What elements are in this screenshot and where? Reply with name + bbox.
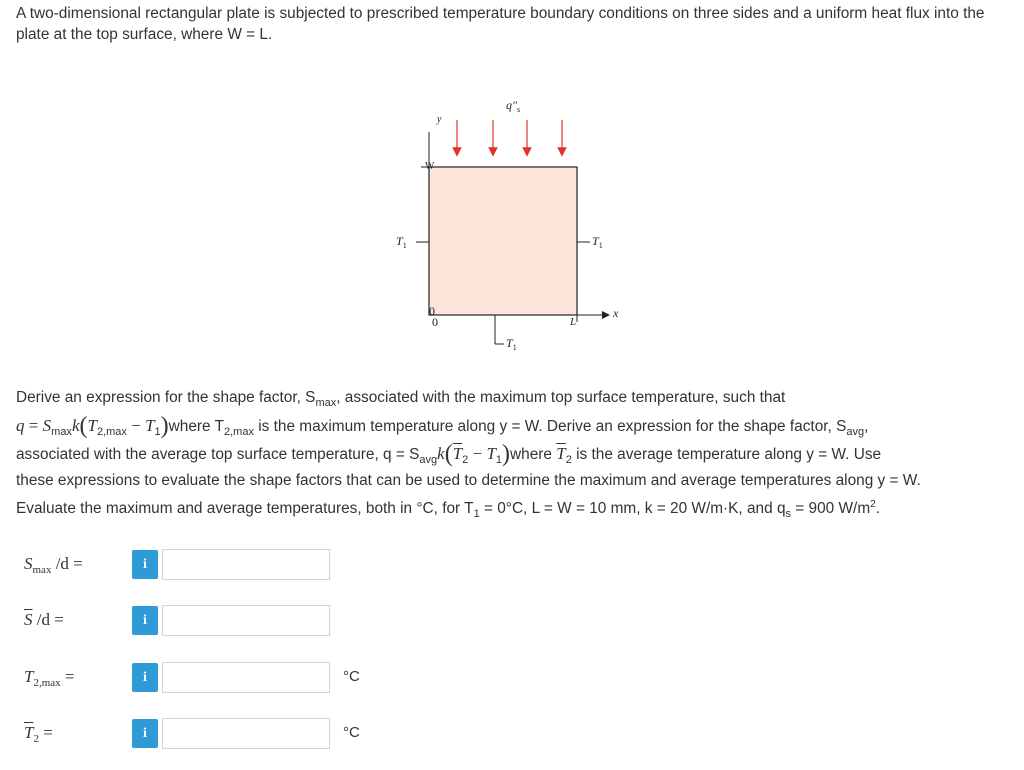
answer-row-t2max: [0, 659, 1024, 695]
l-label: L: [570, 316, 577, 328]
t2avg-label: $\overline{T}_2$ =: [24, 723, 53, 745]
info-icon[interactable]: i: [132, 606, 158, 635]
x-label: x: [613, 306, 619, 320]
origin-label-2: 0: [432, 315, 438, 329]
answer-row-t2avg: [0, 715, 1024, 751]
savg-label: $\overline{S}$ /d =: [24, 610, 64, 629]
left-t1-label: $T_1$: [396, 234, 407, 250]
problem-statement: Derive an expression for the shape factor, $S_{max}$, associated with the maximum top surface temperature, such that $q = S_{max}k(T_{2,max}$ − $T_1)where$ $T_{2,max}$ is the maximum temperature along y = W. Derive an expression for the shape factor, $S_{avg}$, associated with the average top surface temperature, $q = S_{avg}k(\overline{T}_2$ − $T_1)where$ $\overline{T}_2$ is the average temperature along y = W. Use these expressions to evaluate the shape factors that can be used to determine the maximum and average temperatures along y = W. Evaluate the maximum and average temperatures, both in °C, for $T_1 = 0^\circ C$, L = W = 10 mm, k = 20 W/m·K, and $q_s = 900$ $W/m^2$.: [16, 389, 921, 521]
info-icon[interactable]: i: [132, 550, 158, 579]
info-icon[interactable]: i: [132, 719, 158, 748]
t2max-label: $T_{2,max}$ =: [24, 667, 75, 689]
origin-label-1: 0: [429, 304, 435, 318]
plate-diagram: [380, 92, 660, 362]
t2avg-unit: °C: [343, 724, 360, 741]
t2avg-input[interactable]: [162, 718, 330, 749]
flux-label: $q"_s$: [506, 98, 521, 114]
y-label: y: [437, 114, 442, 125]
right-t1-label: $T_1$: [592, 234, 603, 250]
w-label: W: [425, 161, 435, 172]
smax-input[interactable]: [162, 549, 330, 580]
answer-row-savg: [0, 602, 1024, 638]
t2max-unit: °C: [343, 668, 360, 685]
savg-input[interactable]: [162, 605, 330, 636]
bottom-t1-label: $T_1$: [506, 336, 517, 352]
answer-row-smax: [0, 546, 1024, 582]
t2max-input[interactable]: [162, 662, 330, 693]
problem-intro: A two-dimensional rectangular plate is subjected to prescribed temperature boundary conditions on three sides and a uniform heat flux into the plate at the top surface, where W = L.: [16, 5, 985, 43]
plate: [429, 167, 577, 315]
smax-label: $S_{max}$ /d =: [24, 554, 83, 576]
info-icon[interactable]: i: [132, 663, 158, 692]
plate-figure: [380, 92, 660, 362]
